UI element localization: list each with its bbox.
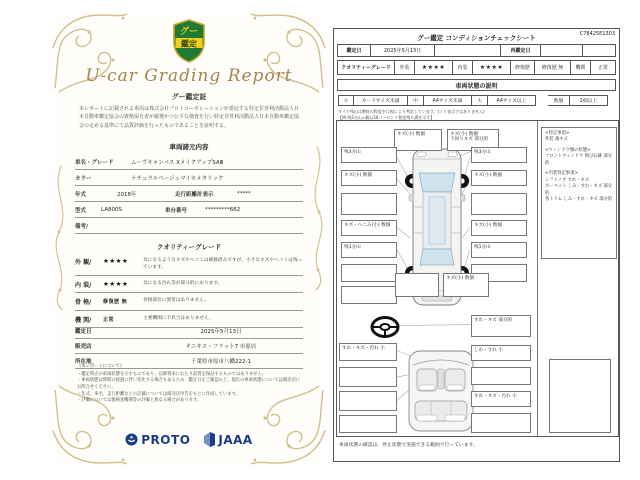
callout-seat-right [471,345,531,361]
grade-table [75,253,303,328]
condition-section-title: 車両状態の説明 [337,79,616,91]
meta-value: オニキス・フラット7 市原店 [185,344,257,350]
engine-value: 正常 [591,60,616,75]
date-label: 鑑定日 [337,44,371,57]
special-notes-panel [541,127,617,259]
sheet-footer-note: 車両状態の確認は、停止状態で実施できる範囲で行っています。 [339,443,478,448]
callout-right-front [471,170,527,186]
callout-empty [471,367,531,385]
redate-label: 再鑑定日 [501,44,541,57]
notes-heading: <ウィンドウ類の状態> [545,147,591,153]
callout-empty [339,391,397,411]
about-line: ・年式、車名、走行距離などの記載については販売店申告をもとに作成しています。 [77,391,240,397]
grade-value: 正常 [103,316,115,323]
callout-empty [341,286,397,304]
notes-line: シフトノブ すれ・キズ [545,177,589,183]
spec-row-color [75,170,303,186]
callout-steering [471,315,531,337]
quality-grade-label: クオリティーグレード [337,60,395,75]
callout-text: キズ(小) 数個 [446,275,474,281]
grade-row-frame [75,293,303,311]
about-line: ・評価については他検査機関等の評価と異なる場合があります。 [77,398,202,404]
spec-table [75,154,303,234]
notes-empty-box [549,359,611,433]
callout-text: キズ・ヘこみ(小) 数個 [344,222,391,228]
spec-label: 型式 [75,208,87,214]
grade-desc: 気になる汚れ等が部分的にあります。 [143,280,223,286]
sheet-title: グー鑑定 コンディションチェックシート [417,34,536,42]
callout-text: すれ・キズ 部分的 [474,317,513,323]
meta-row-date [75,324,303,339]
sheet-date-row [337,44,616,57]
callout-empty [471,413,531,433]
notes-line: 外装 薄キズ [545,137,568,143]
grade-stars: ★★★★ [103,257,129,265]
callout-text: 残3分山 [474,149,491,155]
legend-key: 数個 [548,95,570,106]
about-line: ・車両状態は時間の経過に伴い変化する場合もあるため、鑑定日をご確認の上、現在の車両状態については販売店にお問合せください。 [77,378,301,390]
spec-value: *********662 [205,207,241,213]
spec-label: カラー [75,176,92,182]
proto-logo [125,433,190,447]
report-title: U-car Grading Report [85,66,293,86]
meta-label: 所在地 [75,359,92,365]
callout-empty [471,193,527,215]
callout-text: キズ(小) 数個 [474,222,502,228]
side-flourish-icon [301,142,331,292]
callout-left-front [341,170,397,186]
grade-stars: ★★★★ [103,279,129,288]
callout-empty [395,273,439,297]
grade-desc: 骨格部位に異常はありません。 [143,298,209,304]
callout-console [471,391,531,407]
grade-label: 内 装/ [75,281,92,289]
report-intro-text: 本レポートに記載される車両は株式会社プロトコーポレーションが委託する特定非営利活動法人日本自動車鑑定協会の資格保有者が厳選かつ公平な検査を行い特定非営利活動法人日本自動車鑑定協会の定める基準にて品質評価を行ったものであることを証明する。 [79,106,300,129]
empty-cell [435,44,501,57]
callout-empty [339,415,397,433]
callout-text: 下回りキズ 部分的 [450,137,489,143]
legend-key: 小 [338,95,354,106]
spec-value: 2018年 [117,192,137,198]
notes-line: フロントウィンドウ 飛び石跡 部分的 [545,154,612,166]
spec-section-title: 車両諸元内容 [169,143,209,151]
engine-label: 機関 [571,60,591,75]
svg-text:鑑定: 鑑定 [181,39,197,49]
callout-text: キズ(小) 数個 [344,172,372,178]
sheet-serial-number: C78425E1303 [579,31,615,37]
jaaa-logo [204,432,252,447]
spec-row-name [75,154,303,170]
proto-logo-icon [125,433,138,446]
legend-value: A4サイズ以上 [488,95,536,106]
proto-logo-text: PROTO [141,432,191,447]
about-line: ・鑑定時点の車両状態を示すものであり、以降将来にわたり品質を保証するものではありません。 [77,371,267,377]
logo-row [55,432,323,447]
spec-row-model [75,202,303,218]
redate-value [541,44,583,57]
callout-rear [443,273,489,297]
condition-check-sheet [333,28,620,462]
meta-value: 千葉県市原市八幡222-1 [191,359,251,365]
spec-label: 走行距離計表示 [175,192,214,198]
legend-key: 中 [408,95,424,106]
about-notes [77,364,301,405]
meta-value: 2025年5月13日 [200,329,242,335]
legend-value: 2個以上 [570,95,608,106]
callout-text: すれ・キズ・汚れ 小 [474,393,517,399]
notes-line: 各トリム しみ・すれ・キズ 部分的 [545,196,613,202]
tire-note-line: 【例:残5分山=概ね50パーセント程度残り溝を示す】 [338,114,435,120]
spec-label: 年式 [75,192,87,198]
callout-text: 残3分山 [344,149,361,155]
jaaa-logo-text: JAAA [218,432,253,447]
jaaa-logo-icon [204,432,215,447]
grade-section-title: クオリティーグレード [156,243,222,251]
grade-desc: 主要機関に不具合はありません。 [143,315,214,321]
callout-tire-fl [341,147,397,163]
legend-value: A4サイズ未満 [424,95,472,106]
interior-label: 内装 [453,60,473,75]
side-flourish-icon [47,162,77,312]
spec-value: ムーヴキャンバス XメイクアップSAⅢ [131,160,224,166]
spec-label: 車台番号 [165,208,188,214]
callout-left-door [341,220,397,236]
repair-label: 修復歴 [511,60,535,75]
legend-key: 大 [472,95,488,106]
meta-table [75,324,303,369]
steering-wheel-icon [369,315,401,339]
callout-text: キズ(小) 数個 [450,131,478,137]
about-title: 《本レポートについて》 [77,364,125,369]
spec-label: 車名・グレード [75,160,114,166]
spec-label: 備考/ [75,224,89,230]
grade-desc: 気になるようなキズやヘコミは補修済みですが、小さなキズやヘコミは残っています。 [143,258,303,271]
panel-divider [537,121,538,436]
spec-value: ***** [237,191,251,197]
notes-line: カーペット しみ・すれ・キズ 部分的 [545,184,613,196]
meta-row-dealer [75,339,303,354]
meta-label: 鑑定日 [75,329,92,335]
callout-text: しわ・すれ 小 [474,347,504,353]
grade-label: 外 観/ [75,259,92,266]
spec-value: ナチュラルベージュマイカメタリック [131,176,224,182]
meta-label: 販売店 [75,344,92,350]
empty-cell [583,44,616,57]
callout-empty [341,264,397,282]
grade-value: 修復歴 無 [103,299,128,306]
diagram-area [336,120,619,437]
spec-value: LA800S [101,207,122,213]
interior-stars: ★★★★ [473,60,511,75]
exterior-label: 外装 [395,60,415,75]
legend-value: カードサイズ未満 [354,95,408,106]
grading-report-certificate [55,12,323,468]
repair-value: 修復歴 無 [535,60,571,75]
notes-heading: <内装特記事項> [545,171,578,177]
callout-text: 残1分山 [474,244,491,250]
car-interior-diagram [405,349,477,433]
callout-text: 残1分山 [344,244,361,250]
tire-note-line: タイヤ残山は磨耗の程度を目視により判定しています。(ミリ表示ではありません) [338,109,485,114]
svg-text:グー: グー [179,27,199,37]
tire-note [338,109,615,120]
callout-tire-rr [471,242,527,258]
callout-empty [339,367,397,387]
callout-front-left [394,129,442,151]
report-subtitle: グー鑑定証 [171,93,207,101]
grade-row-interior [75,276,303,294]
grade-label: 骨 格/ [75,299,92,307]
sheet-grade-row [337,60,616,75]
grade-label: 機 関/ [75,316,92,324]
callout-text: すれ・キズ・汚れ 小 [342,345,385,351]
spec-row-year [75,186,303,202]
notes-heading: <特記事項> [545,131,570,136]
date-value: 2025年5月13日 [371,44,435,57]
grade-row-exterior [75,253,303,276]
size-legend [338,95,608,106]
spec-row-remarks [75,218,303,234]
exterior-stars: ★★★★ [415,60,453,75]
callout-tire-fr [471,147,527,163]
callout-right-door [471,220,527,236]
callout-text: キズ(小) 数個 [474,172,502,178]
callout-text: キズ(小) 数個 [397,131,425,137]
callout-tire-rl [341,242,397,258]
callout-dashboard [339,343,397,361]
goo-kantei-seal-icon [171,18,207,64]
callout-empty [341,193,397,215]
